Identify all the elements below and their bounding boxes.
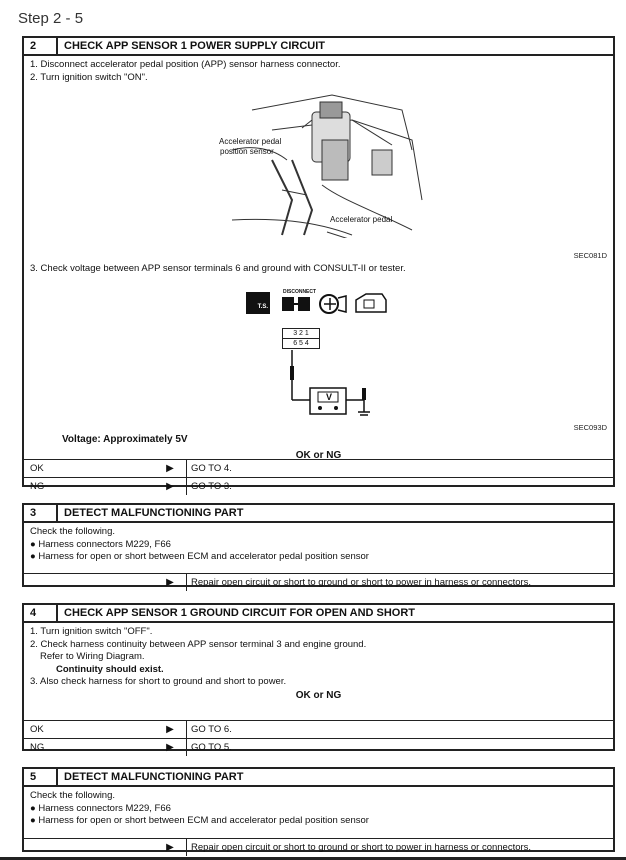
ok-ng-heading: OK or NG [295,689,342,701]
ts-icon: T.S. [246,292,270,314]
result-label: NG [30,742,45,753]
block-body [24,56,613,459]
block-step-5 [22,767,615,852]
instruction-line: 1. Disconnect accelerator pedal position (APP) sensor harness connector. [30,59,341,70]
block-step-4 [22,603,615,751]
result-label: OK [30,724,44,735]
step-title: Step 2 - 5 [18,10,84,27]
instruction-line: ● Harness connectors M229, F66 [30,802,171,814]
block-body [24,523,613,573]
instruction-line: Refer to Wiring Diagram. [40,651,145,662]
instruction-line: 3. Also check harness for short to ground and short to power. [30,676,287,687]
instruction-line: 2. Turn ignition switch "ON". [30,71,148,83]
terminal-top-row: 3 2 1 [283,329,319,339]
instruction-line: Check the following. [30,790,116,801]
block-title: DETECT MALFUNCTIONING PART [64,507,244,519]
instruction-line: ● Harness connectors M229, F66 [30,538,171,550]
block-number: 2 [24,38,58,54]
figure-code: SEC081D [573,251,607,260]
result-label: NG [30,481,45,492]
block-number: 3 [24,505,58,521]
terminal-connector [282,328,320,349]
arrow-icon: ▶ [166,481,174,492]
result-action: GO TO 4. [186,460,613,477]
result-action: GO TO 3. [186,478,613,495]
block-step-2 [22,36,615,492]
instruction-line: 3. Check voltage between APP sensor terminals 6 and ground with CONSULT-II or tester. [30,263,406,274]
instruction-line: Check the following. [30,526,116,537]
instruction-line: ● Harness for open or short between ECM and accelerator pedal position sensor [30,815,369,826]
ok-ng-heading: OK or NG [295,450,342,461]
instruction-line: ● Harness for open or short between ECM and accelerator pedal position sensor [30,551,369,562]
block-body [24,623,613,720]
spec-value: Voltage: Approximately 5V [62,434,188,445]
figure-label: position sensor [220,147,274,156]
figure-code: SEC093D [573,423,607,432]
block-header [24,769,613,787]
block-number: 5 [24,769,58,785]
result-action: Repair open circuit or short to ground or short to power in harness or connectors. [186,839,613,856]
arrow-icon: ▶ [166,842,174,853]
disconnect-label: DISCONNECT [283,289,317,295]
result-row-ng [24,477,613,495]
tester-probe-icon [318,292,348,316]
block-title: CHECK APP SENSOR 1 GROUND CIRCUIT FOR OPEN AND SHORT [64,607,416,619]
arrow-icon: ▶ [166,724,174,735]
figure-label: Accelerator pedal [330,215,393,224]
result-row-ok [24,720,613,738]
result-label: OK [30,463,44,474]
arrow-icon: ▶ [166,577,174,588]
result-action: GO TO 5. [186,739,613,756]
block-header [24,505,613,523]
instruction-line: 1. Turn ignition switch "OFF". [30,626,153,637]
block-number: 4 [24,605,58,621]
disconnect-connector-icon [280,293,314,315]
instruction-line: 2. Check harness continuity between APP sensor terminal 3 and engine ground. [30,638,367,650]
result-row-ng [24,738,613,756]
result-action: Repair open circuit or short to ground or short to power in harness or connectors. [186,574,613,591]
block-title: DETECT MALFUNCTIONING PART [64,771,244,783]
terminal-bottom-row: 6 5 4 [293,340,309,347]
spec-value: Continuity should exist. [56,663,164,675]
block-header [24,605,613,623]
accelerator-pedal-illustration [212,90,442,238]
connector-icon [352,292,388,316]
block-title: CHECK APP SENSOR 1 POWER SUPPLY CIRCUIT [64,40,325,52]
voltmeter-label: V [326,392,333,402]
block-header [24,38,613,56]
arrow-icon: ▶ [166,742,174,753]
figure-label: Accelerator pedal [219,137,282,146]
result-action: GO TO 6. [186,721,613,738]
result-row [24,573,613,591]
result-row [24,838,613,856]
voltmeter-circuit [280,348,380,418]
block-step-3 [22,503,615,587]
block-body [24,787,613,838]
arrow-icon: ▶ [166,463,174,474]
